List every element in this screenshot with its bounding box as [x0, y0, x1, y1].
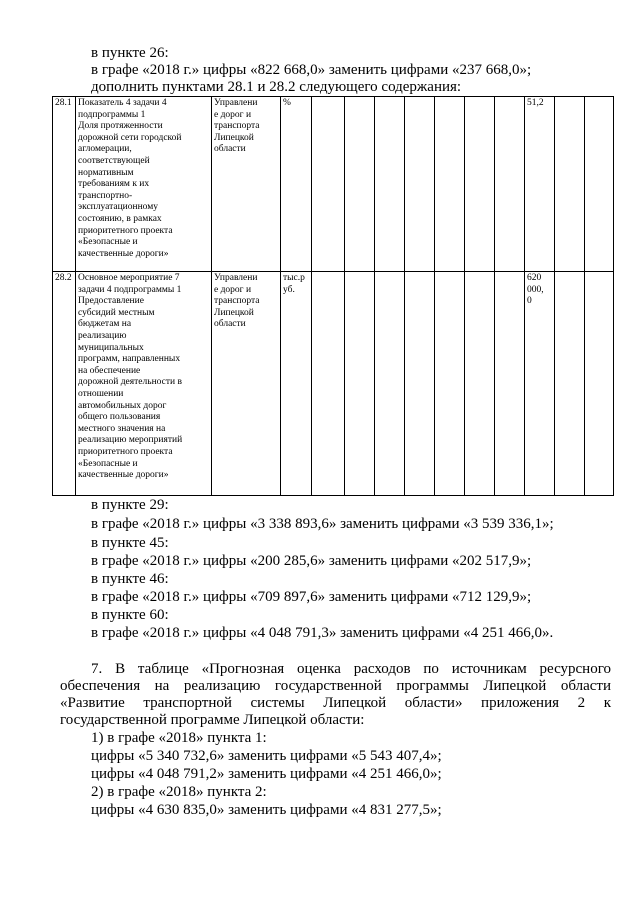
- row-value: 51,2: [525, 97, 555, 272]
- section-7-line-4: государственной программе Липецкой области:: [60, 712, 365, 728]
- row-executor: Управлени е дорог и транспорта Липецкой области: [212, 97, 281, 272]
- table-cell: [435, 272, 465, 496]
- row-number: 28.1: [53, 97, 76, 272]
- table-cell: [312, 272, 345, 496]
- point-29-text: в графе «2018 г.» цифры «3 338 893,6» заменить цифрами «3 539 336,1»;: [91, 516, 554, 532]
- section-7-line-3: «Развитие транспортной системы Липецкой области» приложения 2 к: [60, 695, 611, 711]
- table-cell: [585, 272, 614, 496]
- section-7-item-2-a: цифры «4 630 835,0» заменить цифрами «4 831 277,5»;: [91, 802, 442, 818]
- table-cell: [345, 272, 375, 496]
- table-cell: [345, 97, 375, 272]
- row-executor: Управлени е дорог и транспорта Липецкой области: [212, 272, 281, 496]
- point-46-heading: в пункте 46:: [91, 571, 169, 587]
- intro-line-1: в пункте 26:: [91, 45, 169, 61]
- section-7-line-2: обеспечения на реализацию государственной программы Липецкой области: [60, 678, 611, 694]
- row-name: Основное мероприятие 7 задачи 4 подпрограммы 1 Предоставление субсидий местным бюджетам на реализацию муниципальных программ, направленных на обеспечение дорожной деятельности в отношении автомобильных дорог общего пользования местного значения на реализацию мероприятий приоритетного проекта «Безопасные и качественные дороги»: [76, 272, 212, 496]
- section-7-item-1: 1) в графе «2018» пункта 1:: [91, 730, 267, 746]
- section-7-item-1-b: цифры «4 048 791,2» заменить цифрами «4 251 466,0»;: [91, 766, 442, 782]
- point-45-heading: в пункте 45:: [91, 535, 169, 551]
- table-cell: [375, 272, 405, 496]
- table-row: [53, 97, 614, 272]
- amendment-table: [52, 96, 614, 496]
- table-cell: [405, 272, 435, 496]
- section-7-item-2: 2) в графе «2018» пункта 2:: [91, 784, 267, 800]
- table-row: [53, 272, 614, 496]
- table-cell: [465, 272, 495, 496]
- intro-line-2: в графе «2018 г.» цифры «822 668,0» заменить цифрами «237 668,0»;: [91, 62, 532, 78]
- table-cell: [435, 97, 465, 272]
- table-cell: [495, 272, 525, 496]
- row-value: 620 000, 0: [525, 272, 555, 496]
- intro-line-3: дополнить пунктами 28.1 и 28.2 следующего содержания:: [91, 79, 462, 95]
- table-cell: [555, 97, 585, 272]
- table-cell: [555, 272, 585, 496]
- row-unit: тыс.р уб.: [281, 272, 312, 496]
- row-unit: %: [281, 97, 312, 272]
- point-45-text: в графе «2018 г.» цифры «200 285,6» заменить цифрами «202 517,9»;: [91, 553, 532, 569]
- point-60-heading: в пункте 60:: [91, 607, 169, 623]
- section-7-line-1: 7. В таблице «Прогнозная оценка расходов по источникам ресурсного: [91, 661, 611, 677]
- table-cell: [405, 97, 435, 272]
- table-cell: [465, 97, 495, 272]
- point-29-heading: в пункте 29:: [91, 497, 169, 513]
- table-cell: [585, 97, 614, 272]
- row-number: 28.2: [53, 272, 76, 496]
- row-name: Показатель 4 задачи 4 подпрограммы 1 Доля протяженности дорожной сети городской агломерации, соответствующей нормативным требованиям к их транспортно- эксплуатационному состоянию, в рамках приоритетного проекта «Безопасные и качественные дороги»: [76, 97, 212, 272]
- point-60-text: в графе «2018 г.» цифры «4 048 791,3» заменить цифрами «4 251 466,0».: [91, 625, 554, 641]
- point-46-text: в графе «2018 г.» цифры «709 897,6» заменить цифрами «712 129,9»;: [91, 589, 532, 605]
- table-cell: [495, 97, 525, 272]
- table-cell: [312, 97, 345, 272]
- table-cell: [375, 97, 405, 272]
- section-7-item-1-a: цифры «5 340 732,6» заменить цифрами «5 543 407,4»;: [91, 748, 442, 764]
